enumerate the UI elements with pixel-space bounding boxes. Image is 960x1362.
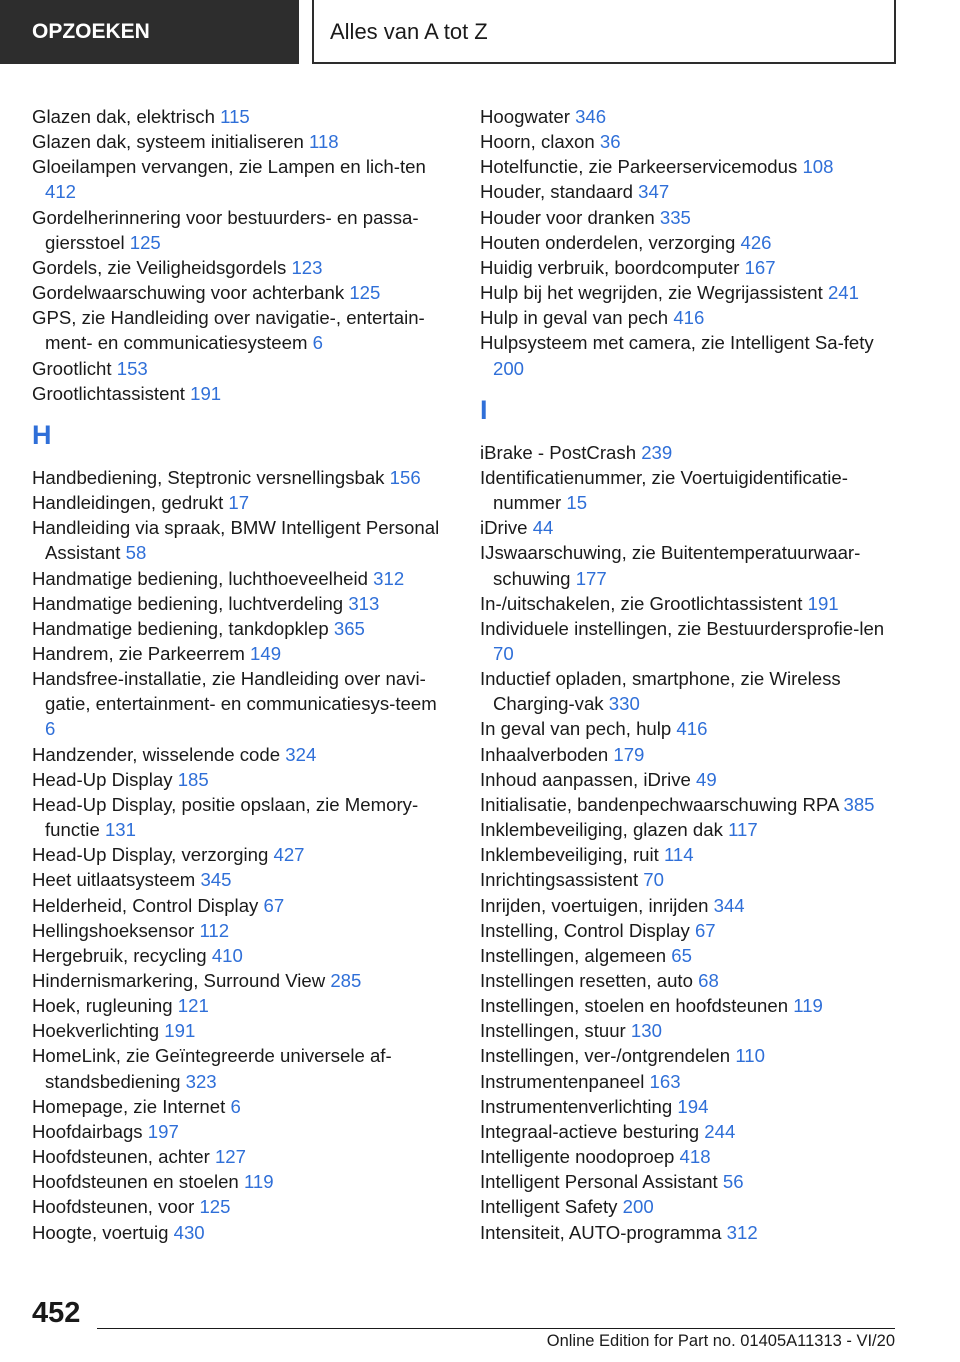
- index-entry-text: Intelligente noodoproep: [480, 1146, 675, 1168]
- page-reference-link[interactable]: 191: [807, 592, 839, 614]
- index-entry: [32, 943, 452, 968]
- index-entry: [480, 993, 905, 1018]
- page-reference-link[interactable]: 117: [728, 819, 758, 841]
- index-entry-text: iDrive: [480, 517, 528, 539]
- index-entry-text: HomeLink, zie Geïntegreerde universele af-standsbediening: [32, 1045, 392, 1092]
- index-entry-text: Handbediening, Steptronic versnellingsbak: [32, 466, 385, 488]
- index-entry-text: Hoekverlichting: [32, 1020, 160, 1042]
- page-reference-link[interactable]: 6: [230, 1095, 241, 1117]
- index-entry-text: Inhaalverboden: [480, 743, 609, 765]
- index-entry-text: Homepage, zie Internet: [32, 1095, 226, 1117]
- index-entry: [32, 1018, 452, 1043]
- index-entry-text: Hindernismarkering, Surround View: [32, 970, 326, 991]
- page-reference-link[interactable]: 200: [493, 357, 525, 379]
- index-entry-text: IJswaarschuwing, zie Buitentemperatuurwaar-schuwing: [480, 542, 861, 589]
- index-entry-text: Hoogte, voertuig: [32, 1221, 169, 1243]
- index-entry: [32, 993, 452, 1018]
- page-reference-link[interactable]: 347: [638, 181, 670, 203]
- index-entry-text: Inhoud aanpassen, iDrive: [480, 768, 691, 790]
- page-reference-link[interactable]: 239: [641, 441, 673, 463]
- index-entry-text: Gordels, zie Veiligheidsgordels: [32, 256, 287, 278]
- page-reference-link[interactable]: 68: [698, 970, 719, 991]
- page-reference-link[interactable]: 123: [291, 256, 323, 278]
- page-reference-link[interactable]: 56: [722, 1171, 744, 1193]
- index-entry: [480, 205, 905, 230]
- page-reference-link[interactable]: 17: [228, 492, 250, 514]
- index-entry-text: Instellingen, stoelen en hoofdsteunen: [480, 995, 789, 1017]
- page-reference-link[interactable]: 410: [211, 944, 243, 966]
- page-reference-link[interactable]: 200: [622, 1196, 654, 1218]
- index-entry: [480, 893, 905, 918]
- page-reference-link[interactable]: 344: [713, 894, 745, 916]
- index-entry: [480, 1169, 905, 1194]
- page-reference-link[interactable]: 115: [220, 106, 250, 127]
- page-reference-link[interactable]: 125: [199, 1196, 231, 1218]
- index-entry: [480, 280, 905, 305]
- index-entry-text: iBrake - PostCrash: [480, 441, 637, 463]
- index-entry: [32, 566, 452, 591]
- index-entry-text: Inklembeveiliging, glazen dak: [480, 819, 723, 841]
- index-entry-text: Inrichtingsassistent: [480, 869, 639, 891]
- index-entry: [480, 943, 905, 968]
- index-entry: [480, 1094, 905, 1119]
- index-entry-text: Handleiding via spraak, BMW Intelligent Personal Assistant: [32, 517, 440, 564]
- page-reference-link[interactable]: 70: [643, 869, 664, 891]
- page-reference-link[interactable]: 427: [273, 844, 305, 866]
- index-entry: [480, 129, 905, 154]
- index-entry-text: Hulpsysteem met camera, zie Intelligent Sa-fety: [480, 332, 874, 354]
- page-reference-link[interactable]: 49: [696, 768, 717, 790]
- index-entry-text: Instellingen, ver-/ontgrendelen: [480, 1045, 731, 1067]
- index-entry: [32, 1144, 452, 1169]
- index-entry-text: Heet uitlaatsysteem: [32, 869, 196, 891]
- index-entry: [480, 616, 905, 666]
- index-entry-text: Instrumentenverlichting: [480, 1095, 673, 1117]
- index-entry: [32, 591, 452, 616]
- page-reference-link[interactable]: 127: [214, 1146, 246, 1168]
- page-reference-link[interactable]: 191: [190, 382, 222, 404]
- index-entry: [480, 179, 905, 204]
- index-entry: [480, 1220, 905, 1245]
- page-reference-link[interactable]: 67: [694, 919, 716, 941]
- page-reference-link[interactable]: 125: [349, 282, 381, 304]
- index-entry: [480, 465, 905, 515]
- index-entry: [32, 742, 452, 767]
- index-entry-text: Intelligent Safety: [480, 1196, 618, 1218]
- index-entry: [32, 154, 452, 204]
- index-entry: [32, 968, 452, 993]
- index-entry: [32, 465, 452, 490]
- page-reference-link[interactable]: 244: [704, 1120, 736, 1142]
- index-entry: [480, 591, 905, 616]
- page-reference-link[interactable]: 130: [630, 1020, 662, 1042]
- index-entry: [480, 1018, 905, 1043]
- index-entry-text: Instellingen resetten, auto: [480, 970, 693, 991]
- index-entry: [32, 280, 452, 305]
- page-reference-link[interactable]: 65: [671, 944, 692, 966]
- index-entry: [480, 515, 905, 540]
- page-reference-link[interactable]: 67: [263, 894, 285, 916]
- page-reference-link[interactable]: 345: [200, 869, 232, 891]
- page-reference-link[interactable]: 346: [575, 106, 607, 127]
- index-entry-text: Inklembeveiliging, ruit: [480, 844, 659, 866]
- index-entry-text: Gloeilampen vervangen, zie Lampen en lich-ten: [32, 156, 426, 178]
- page-reference-link[interactable]: 194: [677, 1095, 709, 1117]
- index-entry-text: Head-Up Display, verzorging: [32, 844, 269, 866]
- index-entry-text: Hoofdsteunen en stoelen: [32, 1171, 239, 1193]
- page-reference-link[interactable]: 110: [735, 1045, 765, 1067]
- index-entry-text: Hulp bij het wegrijden, zie Wegrijassistent: [480, 282, 823, 304]
- index-entry-text: GPS, zie Handleiding over navigatie-, entertain-ment- en communicatiesysteem: [32, 307, 425, 354]
- page-reference-link[interactable]: 108: [802, 156, 834, 178]
- index-entry: [32, 767, 452, 792]
- index-entry: [480, 540, 905, 590]
- index-entry: [480, 1194, 905, 1219]
- index-entry: [480, 867, 905, 892]
- index-entry-text: Grootlicht: [32, 357, 112, 379]
- index-entry-text: Glazen dak, systeem initialiseren: [32, 131, 304, 153]
- index-entry-text: Houder, standaard: [480, 181, 633, 203]
- page-reference-link[interactable]: 324: [285, 743, 317, 765]
- index-entry: [32, 1194, 452, 1219]
- index-entry-text: Instelling, Control Display: [480, 919, 690, 941]
- index-entry-text: Handsfree-installatie, zie Handleiding over navi-gatie, entertainment- en communicatiesys-teem: [32, 668, 437, 715]
- index-entry-text: Gordelherinnering voor bestuurders- en passa-giersstoel: [32, 206, 419, 253]
- index-column-right: [480, 104, 905, 1245]
- page-reference-link[interactable]: 330: [608, 693, 640, 715]
- page-reference-link[interactable]: 412: [45, 181, 77, 203]
- index-entry: [480, 230, 905, 255]
- index-entry-text: Instellingen, stuur: [480, 1020, 626, 1042]
- index-entry-text: In geval van pech, hulp: [480, 718, 672, 740]
- index-entry-text: Huidig verbruik, boordcomputer: [480, 256, 740, 278]
- section-letter: H: [32, 419, 52, 450]
- page-reference-link[interactable]: 58: [125, 542, 147, 564]
- index-entry: [32, 305, 452, 355]
- index-entry: [480, 255, 905, 280]
- index-entry: [480, 842, 905, 867]
- index-entry-text: Handrem, zie Parkeerrem: [32, 642, 245, 664]
- index-entry-text: Hergebruik, recycling: [32, 944, 207, 966]
- index-entry-text: Houten onderdelen, verzorging: [480, 231, 736, 253]
- index-entry-text: Handmatige bediening, luchtverdeling: [32, 592, 344, 614]
- page-reference-link[interactable]: 6: [45, 718, 56, 740]
- index-entry: [480, 1119, 905, 1144]
- index-entry: [32, 867, 452, 892]
- index-entry: [480, 742, 905, 767]
- index-entry-text: Handzender, wisselende code: [32, 743, 281, 765]
- page-reference-link[interactable]: 365: [333, 617, 365, 639]
- section-letter: I: [480, 394, 488, 425]
- index-entry: [480, 767, 905, 792]
- index-entry-text: Instrumentenpaneel: [480, 1070, 645, 1092]
- index-entry: [32, 356, 452, 381]
- page-reference-link[interactable]: 185: [177, 768, 209, 790]
- index-entry: [32, 616, 452, 641]
- page-reference-link[interactable]: 385: [843, 793, 875, 815]
- index-entry: [480, 792, 905, 817]
- index-entry-text: Helderheid, Control Display: [32, 894, 259, 916]
- index-entry: [480, 1069, 905, 1094]
- index-entry: [480, 968, 905, 993]
- page-reference-link[interactable]: 312: [726, 1221, 758, 1243]
- index-entry-text: Glazen dak, elektrisch: [32, 106, 215, 127]
- index-entry: [32, 490, 452, 515]
- index-entry: [32, 255, 452, 280]
- index-entry: [32, 1043, 452, 1093]
- index-entry: [32, 1220, 452, 1245]
- index-entry: [32, 893, 452, 918]
- page-reference-link[interactable]: 323: [185, 1070, 217, 1092]
- index-entry-text: Handmatige bediening, tankdopklep: [32, 617, 329, 639]
- page-reference-link[interactable]: 191: [164, 1020, 196, 1042]
- page-reference-link[interactable]: 153: [116, 357, 148, 379]
- index-entry: [32, 1169, 452, 1194]
- index-entry: [480, 154, 905, 179]
- index-entry-text: Hoofdsteunen, achter: [32, 1146, 210, 1168]
- section-tab: OPZOEKEN: [0, 0, 299, 64]
- footer-edition-text: Online Edition for Part no. 01405A11313 - VI/20: [546, 1332, 895, 1350]
- page-reference-link[interactable]: 285: [330, 970, 362, 991]
- index-entry-text: Instellingen, algemeen: [480, 944, 667, 966]
- index-entry: [480, 305, 905, 330]
- index-entry-text: Hoofdsteunen, voor: [32, 1196, 195, 1218]
- page-reference-link[interactable]: 177: [575, 567, 607, 589]
- page-reference-link[interactable]: 6: [312, 332, 323, 354]
- page-reference-link[interactable]: 118: [308, 131, 339, 153]
- page-reference-link[interactable]: 112: [199, 919, 230, 941]
- page-reference-link[interactable]: 114: [663, 844, 694, 866]
- page-reference-link[interactable]: 125: [129, 231, 161, 253]
- page-reference-link[interactable]: 149: [250, 642, 282, 664]
- index-entry: [480, 666, 905, 716]
- index-entry: [480, 330, 905, 380]
- index-entry: [32, 129, 452, 154]
- index-entry: [32, 641, 452, 666]
- index-entry-text: Handleidingen, gedrukt: [32, 492, 224, 514]
- index-entry-text: Identificatienummer, zie Voertuigidentificatie-nummer: [480, 466, 848, 514]
- page-reference-link[interactable]: 119: [243, 1171, 274, 1193]
- page-reference-link[interactable]: 70: [493, 642, 514, 664]
- index-entry-text: Hellingshoeksensor: [32, 919, 195, 941]
- index-entry-text: Intelligent Personal Assistant: [480, 1171, 718, 1193]
- index-entry: [32, 104, 452, 129]
- page-reference-link[interactable]: 312: [373, 567, 405, 589]
- page-title: Alles van A tot Z: [312, 0, 896, 64]
- index-entry-text: Hulp in geval van pech: [480, 307, 669, 329]
- page-reference-link[interactable]: 131: [104, 819, 136, 841]
- page-reference-link[interactable]: 15: [566, 492, 588, 514]
- index-column-left: [32, 104, 452, 1245]
- page-reference-link[interactable]: 36: [599, 131, 621, 153]
- index-entry: [32, 792, 452, 842]
- index-entry: [480, 1144, 905, 1169]
- index-entry-text: Head-Up Display, positie opslaan, zie Memory-functie: [32, 793, 419, 841]
- index-entry-text: Handmatige bediening, luchthoeveelheid: [32, 567, 368, 589]
- footer-edition: [480, 1332, 895, 1351]
- page-reference-link[interactable]: 121: [177, 995, 209, 1017]
- index-entry-text: Integraal-actieve besturing: [480, 1120, 700, 1142]
- index-entry: [32, 205, 452, 255]
- index-entry-text: Hoorn, claxon: [480, 131, 595, 153]
- index-entry-text: Hotelfunctie, zie Parkeerservicemodus: [480, 156, 798, 178]
- page-reference-link[interactable]: 119: [793, 995, 823, 1017]
- page-reference-link[interactable]: 241: [827, 282, 859, 304]
- index-entry: [32, 381, 452, 406]
- page-reference-link[interactable]: 335: [659, 206, 691, 228]
- index-entry: [480, 440, 905, 465]
- index-entry: [480, 817, 905, 842]
- index-entry-text: Intensiteit, AUTO-programma: [480, 1221, 722, 1243]
- index-entry: [32, 918, 452, 943]
- index-entry-text: In-/uitschakelen, zie Grootlichtassistent: [480, 592, 803, 614]
- index-entry: [32, 666, 452, 741]
- index-entry-text: Grootlichtassistent: [32, 382, 185, 404]
- index-entry: [32, 1094, 452, 1119]
- index-entry-text: Inrijden, voertuigen, inrijden: [480, 894, 709, 916]
- index-entry-text: Houder voor dranken: [480, 206, 655, 228]
- page-reference-link[interactable]: 167: [744, 256, 776, 278]
- index-entry: [32, 1119, 452, 1144]
- index-entry-text: Gordelwaarschuwing voor achterbank: [32, 282, 345, 304]
- index-entry-text: Hoek, rugleuning: [32, 995, 173, 1017]
- page-reference-link[interactable]: 418: [679, 1146, 711, 1168]
- index-entry: [480, 918, 905, 943]
- page-reference-link[interactable]: 163: [649, 1070, 681, 1092]
- page-reference-link[interactable]: 416: [676, 718, 708, 740]
- index-entry: [480, 716, 905, 741]
- index-entry: [32, 515, 452, 565]
- index-entry: [480, 104, 905, 129]
- index-entry-text: Hoofdairbags: [32, 1120, 143, 1142]
- page-reference-link[interactable]: 313: [348, 592, 380, 614]
- index-entry-text: Individuele instellingen, zie Bestuurdersprofie-len: [480, 617, 885, 639]
- page-reference-link[interactable]: 430: [173, 1221, 205, 1243]
- page-number: 452: [32, 1297, 81, 1329]
- page-reference-link[interactable]: 197: [147, 1120, 179, 1142]
- page-reference-link[interactable]: 179: [613, 743, 645, 765]
- index-entry-text: Inductief opladen, smartphone, zie Wireless Charging-vak: [480, 668, 841, 715]
- page-reference-link[interactable]: 156: [389, 466, 421, 488]
- page-reference-link[interactable]: 426: [740, 231, 772, 253]
- index-entry-text: Hoogwater: [480, 106, 570, 127]
- index-entry: [480, 1043, 905, 1068]
- footer-divider: [97, 1328, 895, 1329]
- index-entry: [32, 842, 452, 867]
- index-entry-text: Initialisatie, bandenpechwaarschuwing RPA: [480, 793, 839, 815]
- index-entry-text: Head-Up Display: [32, 768, 173, 790]
- page-reference-link[interactable]: 416: [673, 307, 705, 329]
- page-reference-link[interactable]: 44: [532, 517, 554, 539]
